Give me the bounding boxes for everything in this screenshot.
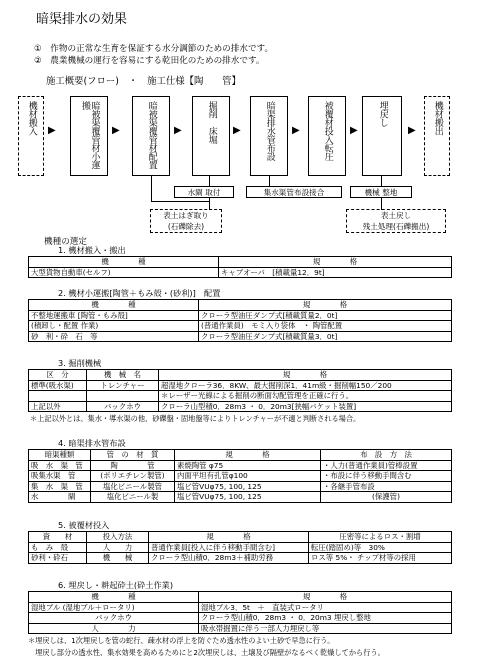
table-header-row: 暗渠種類 管 の 材 質 規 格 布 設 方 法 [29,450,452,461]
flow-substep-sluice: 水閘 取付 [174,186,234,198]
section-1-title: 1. 機材搬入・搬出 [58,245,126,255]
section-1-table [28,256,452,278]
table-row: (積卸し・配置 作業) (普通作業員) モミ入り袋体 ・ 陶管配置 [29,321,452,332]
topsoil-return-box: 表土戻し 残土処理(石礫搬出) [346,209,446,233]
intro-line-2: ② 農業機械の運行を容易にする乾田化のための排水です。 [34,56,265,66]
table-row: ＊レーザー光線による掘削の断面勾配管理を正確に行う。 [29,391,452,402]
section-3-table [28,369,452,412]
flow-arrow-icon: ▶ [233,125,241,136]
section-4-table [28,449,452,503]
flow-arrow-icon: ▶ [292,125,300,136]
section-6-table [28,591,452,634]
table-row: 不整地運搬車 [陶管・もみ殻] クローラ型油圧ダンプ式[積載質量2．0t] [29,310,452,321]
section-2-table [28,299,452,342]
flow-step-equipment-in: 機材搬入 [18,96,44,176]
table-header-row: 資 材 投入方法 規 格 圧密等によるロス・割増 [29,532,452,543]
section-5-table [28,531,452,564]
section-4-title: 4. 暗渠排水管布設 [58,438,126,448]
table-header-row: 機 種 規 格 [29,300,452,311]
section-2-title: 2. 機材小運搬[陶管＋もみ殻・(砂利)] 配置 [58,288,221,298]
table-row: バックホウ クローラ型山積0．28m3 ・ 0．20m3 埋戻し整地 [29,613,452,624]
flow-step-pipe-laying: 暗渠排水管布設 [250,96,288,176]
table-row: 水 閘 塩化ビニール製 塩ビ管VUφ75, 100, 125 (保護管) [29,492,452,503]
table-row: 砂利・砕石 機 械 クローラ型山積0．28m3＋補助労務 ロス等 5%・ チップ材等の採用 [29,553,452,564]
flow-step-backfill: 埋戻し [362,96,402,176]
table-row: 吸集水渠 管 (ポリエチレン製管) 内面平坦有孔管φ100 ・布設に伴う移動手間含む [29,471,452,482]
flow-arrow-icon: ▶ [112,125,120,136]
footer-note-2: 埋戻し部分の透水性、集水効果を高めるためにと2次埋戻しは、土壌及び隔壁がなるべく乾燥してから行う。 [28,648,385,657]
flow-step-equipment-out: 機材搬出 [424,96,450,176]
footer-note-1: ＊埋戻しは、1次埋戻しを管の蛇行、疎水材の浮上を防ぐため透水性のよい土砂で早急に行う。 [28,636,335,645]
flow-arrow-icon: ▶ [174,125,182,136]
table-header-row: 区 分 機 械 名 規 格 [29,370,452,381]
table-row: 集 水 渠 管 塩化ビニール製管 塩ビ管VUφ75, 100, 125 ・各継手管布設 [29,481,452,492]
table-row: 吸 水 渠 管 陶 管 素焼陶管 φ75 ・人力(普通作業員)管棒設置 [29,460,452,471]
flow-step-excavation: 掘削 床堀 [192,96,230,176]
table-row: も み 殻 人 力 普通作業員[投入に伴う移動手間含む] 転圧(踏固め)等 30% [29,542,452,553]
section-5-title: 5. 被覆材投入 [58,520,110,530]
flow-step-cover-material: 被覆材投入転圧 [308,96,346,176]
flow-step-placement: 暗被渠覆管材配置 [132,96,170,176]
flow-substep-collector-pipe: 集水渠管布設接合 [246,186,342,198]
flow-substep-leveling: 機械 整地 [350,186,412,198]
flow-arrow-icon: ▶ [48,125,56,136]
machine-selection-heading: 機種の選定 [44,237,87,247]
page-title: 暗渠排水の効果 [36,12,128,27]
table-row: 大型貨物自動車(セルフ) キャブオーバ [積載量12．9t] [29,267,452,278]
flow-arrow-icon: ▶ [350,125,358,136]
section-3-title: 3. 掘削機械 [58,358,102,368]
table-row: 砂 利・砕 石 等 クローラ型油圧ダンプ式[積載質量3．0t] [29,331,452,342]
plan-heading: 施工概要(フロー) ・ 施工仕様【陶 管】 [46,76,241,87]
flow-step-small-transport: 暗被渠覆管材小運搬 [70,96,108,176]
table-row: 人 力 吸水帯掘置に伴う一部人力埋戻し等 [29,623,452,634]
flow-arrow-icon: ▶ [408,125,416,136]
table-row: 湿地ブル (湿地ブル＋ロータリ) 湿地ブル3．5t ＋ 直装式ロータリ [29,602,452,613]
table-header-row: 機 種 規 格 [29,592,452,603]
table-header-row: 機 種 規 格 [29,257,452,268]
intro-line-1: ① 作物の正常な生育を保証する水分調節のための排水です。 [34,44,274,54]
section-3-note: ＊上記以外とは、集水・導水渠の他、砂礫盤・固地盤等によりトレンチャーが不適と判断される場合。 [30,414,361,423]
topsoil-stripping-box: 表土はぎ取り (石礫除去) [150,209,222,233]
section-6-title: 6. 埋戻し・耕起砕土(砕土作業) [58,580,174,590]
table-row: 上記以外 バックホウ クローラ山型積0．28m3 ・ 0．20m3[狭幅バケット装置] [29,401,452,412]
table-row: 標準(吸水渠) トレンチャー 超湿地クローラ36．8KW、最大掘削深1．41m級・掘削幅150／200 [29,380,452,391]
